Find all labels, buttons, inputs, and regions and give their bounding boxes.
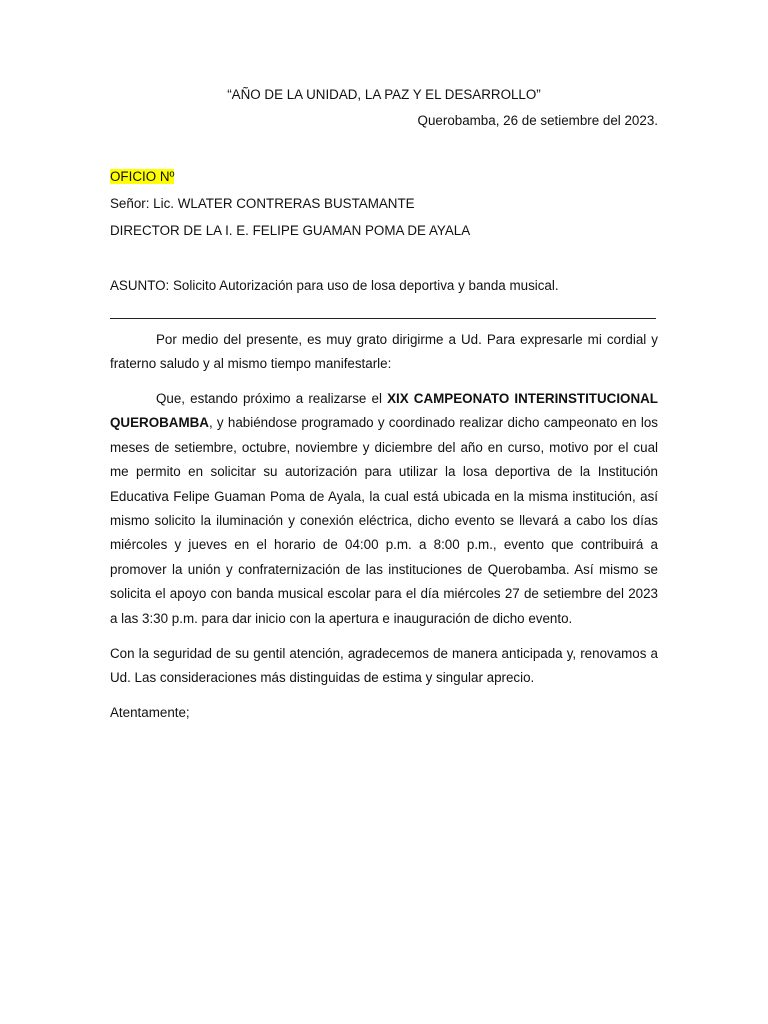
event-name: XIX CAMPEONATO INTERINSTITUCIONAL QUEROBAMBA [110,391,658,431]
paragraph-greeting [110,328,658,377]
recipient-name: Señor: Lic. WLATER CONTRERAS BUSTAMANTE [110,196,415,211]
place-date: Querobamba, 26 de setiembre del 2023. [417,113,658,128]
paragraph-closing: Con la seguridad de su gentil atención, agradecemos de manera anticipada y, renovamos a Ud. Las consideraciones más distinguidas de estima y singular aprecio. [110,646,658,686]
paragraph-request [110,387,658,631]
sign-off: Atentamente; [110,705,190,720]
paragraph-request-text: , y habiéndose programado y coordinado realizar dicho campeonato en los meses de setiembre, octubre, noviembre y diciembre del año en curso, motivo por el cual me permito en solicitar su autorización para utilizar la losa deportiva de la Institución Educativa Felipe Guaman Poma de Ayala, la cual está ubicada en la misma institución, así mismo solicito la iluminación y conexión eléctrica, dicho evento se llevará a cabo los días miércoles y jueves en el horario de 04:00 p.m. a 8:00 p.m., evento que contribuirá a promover la unión y confraternización de las instituciones de Querobamba. Así mismo se solicita el apoyo con banda musical escolar para el día miércoles 27 de setiembre del 2023 a las 3:30 p.m. para dar inicio con la apertura e inauguración de dicho evento. [110,415,658,626]
paragraph-greeting-text: Por medio del presente, es muy grato dirigirme a Ud. Para expresarle mi cordial y fraterno saludo y al mismo tiempo manifestarle: [110,332,658,372]
year-motto: “AÑO DE LA UNIDAD, LA PAZ Y EL DESARROLLO” [227,87,541,102]
oficio-label: OFICIO Nº [110,169,175,184]
paragraph-request-intro: Que, estando próximo a realizarse el [156,391,388,406]
oficio-number [110,168,658,186]
divider-line [110,318,656,319]
subject-line: ASUNTO: Solicito Autorización para uso de losa deportiva y banda musical. [110,278,559,293]
recipient-title: DIRECTOR DE LA I. E. FELIPE GUAMAN POMA DE AYALA [110,223,471,238]
